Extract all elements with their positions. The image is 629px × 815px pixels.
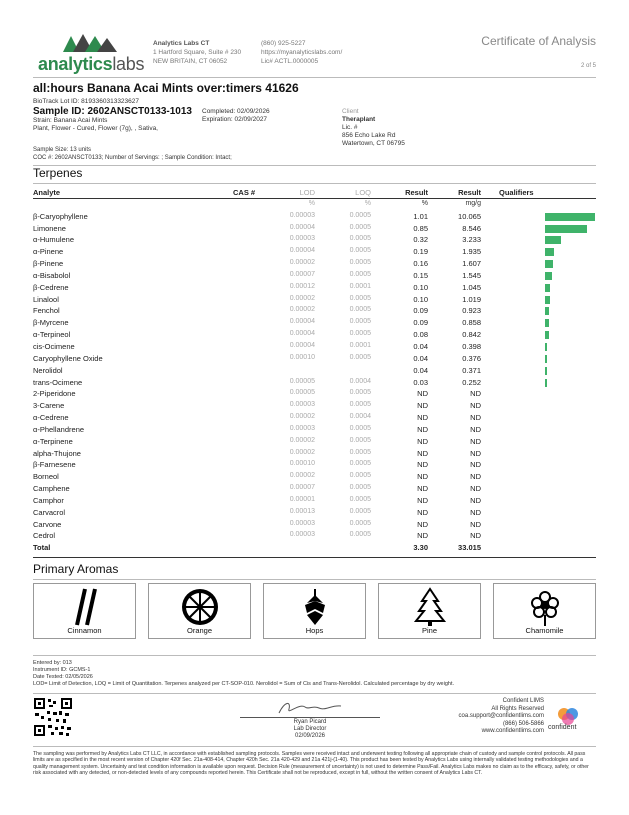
result-mg: ND — [470, 495, 481, 505]
loq-value: 0.0005 — [349, 294, 371, 302]
table-row — [33, 400, 596, 412]
result-mg: ND — [470, 413, 481, 423]
header-result: Result — [405, 188, 428, 197]
loq-value: 0.0005 — [349, 531, 371, 539]
lod-value: 0.00002 — [289, 306, 315, 314]
qualifier-bar — [545, 296, 550, 304]
unit-result-mg: mg/g — [465, 199, 481, 207]
lab-address-2: NEW BRITAIN, CT 06052 — [153, 58, 228, 65]
qualifier-bar — [545, 225, 587, 233]
lod-value: 0.00003 — [289, 531, 315, 539]
lod-value: 0.00002 — [289, 413, 315, 421]
sample-dates — [202, 108, 270, 124]
lod-value: 0.00010 — [289, 460, 315, 468]
lod-value: 0.00004 — [289, 330, 315, 338]
strain: Strain: Banana Acai Mints — [33, 117, 108, 124]
qualifier-bar — [545, 331, 549, 339]
terpenes-top-divider — [33, 165, 596, 166]
terpenes-title: Terpenes — [33, 166, 83, 180]
result-mg: ND — [470, 401, 481, 411]
table-row — [33, 258, 596, 270]
result-pct: ND — [417, 460, 428, 470]
aroma-label: Chamomile — [525, 626, 564, 635]
lod-value: 0.00004 — [289, 341, 315, 349]
lod-value: 0.00002 — [289, 259, 315, 267]
lab-license: Lic# ACTL.0000005 — [261, 58, 319, 65]
loq-value: 0.0005 — [349, 424, 371, 432]
result-mg: ND — [470, 424, 481, 434]
sample-size-block — [33, 146, 232, 162]
instrument-id: Instrument ID: GCMS-1 — [33, 667, 91, 673]
biotrack-lot-id: BioTrack Lot ID: 8193360313323627 — [33, 98, 140, 105]
lod-value: 0.00004 — [289, 223, 315, 231]
result-pct: ND — [417, 413, 428, 423]
result-pct: 0.09 — [413, 306, 428, 316]
terpenes-table — [33, 187, 596, 554]
aroma-label: Orange — [186, 626, 213, 635]
loq-value: 0.0005 — [349, 460, 371, 468]
client-address-2: Watertown, CT 06795 — [342, 140, 405, 147]
aroma-cinnamon — [33, 583, 136, 639]
hops-icon — [295, 587, 335, 627]
aroma-orange — [148, 583, 251, 639]
client-address-1: 856 Echo Lake Rd — [342, 132, 396, 139]
lod-value: 0.00003 — [289, 401, 315, 409]
qualifier-bar — [545, 355, 547, 363]
loq-value: 0.0001 — [349, 282, 371, 290]
result-pct: ND — [417, 507, 428, 517]
lod-value: 0.00002 — [289, 294, 315, 302]
qr-code-icon[interactable] — [33, 697, 73, 737]
result-pct: ND — [417, 472, 428, 482]
analyte-name: Linalool — [33, 294, 59, 304]
loq-value: 0.0005 — [349, 306, 371, 314]
result-mg: 0.398 — [462, 341, 481, 351]
terpenes-title-divider — [33, 183, 596, 184]
lims-rights: All Rights Reserved — [491, 705, 544, 712]
table-row — [33, 519, 596, 531]
footer-divider — [33, 746, 596, 747]
analyte-name: Carvone — [33, 519, 62, 529]
logo-primary: analytics — [38, 54, 113, 74]
table-row — [33, 246, 596, 258]
header-lod: LOD — [299, 188, 315, 197]
analyte-name: 3-Carene — [33, 401, 65, 411]
aroma-hops — [263, 583, 366, 639]
lod-value: 0.00002 — [289, 472, 315, 480]
table-row — [33, 282, 596, 294]
loq-value: 0.0004 — [349, 377, 371, 385]
table-row — [33, 294, 596, 306]
result-mg: ND — [470, 507, 481, 517]
completed-date: Completed: 02/09/2026 — [202, 108, 270, 115]
analyte-name: Borneol — [33, 472, 59, 482]
analyte-name: β-Pinene — [33, 259, 64, 269]
result-pct: ND — [417, 495, 428, 505]
sample-details — [33, 117, 158, 133]
header-cas: CAS # — [233, 188, 256, 197]
loq-value: 0.0005 — [349, 235, 371, 243]
result-pct: ND — [417, 448, 428, 458]
signature-date: 02/09/2026 — [294, 733, 326, 739]
pine-icon — [410, 587, 450, 627]
lab-info — [153, 39, 241, 66]
loq-value: 0.0005 — [349, 247, 371, 255]
lod-value: 0.00003 — [289, 235, 315, 243]
qualifier-bar — [545, 284, 550, 292]
table-row — [33, 365, 596, 377]
table-row — [33, 448, 596, 460]
result-mg: 8.546 — [462, 223, 481, 233]
page-header — [33, 30, 596, 75]
table-row — [33, 507, 596, 519]
signer-info — [240, 719, 380, 740]
lab-website[interactable]: https://myanalyticslabs.com/ — [261, 49, 343, 56]
result-pct: 0.10 — [413, 294, 428, 304]
loq-value: 0.0005 — [349, 259, 371, 267]
table-row — [33, 317, 596, 329]
result-mg: ND — [470, 519, 481, 529]
analyte-name: alpha-Thujone — [33, 448, 81, 458]
aroma-label: Hops — [305, 626, 324, 635]
lod-value: 0.00007 — [289, 270, 315, 278]
result-mg: 0.842 — [462, 330, 481, 340]
table-row — [33, 305, 596, 317]
expiration-date: Expiration: 02/09/2027 — [202, 116, 268, 123]
loq-value: 0.0005 — [349, 472, 371, 480]
chamomile-icon — [525, 587, 565, 627]
result-pct: ND — [417, 531, 428, 541]
result-pct: 0.32 — [413, 235, 428, 245]
analyte-name: α-Cedrene — [33, 413, 69, 423]
table-row-total — [33, 542, 596, 554]
qualifier-bar — [545, 343, 547, 351]
loq-value: 0.0005 — [349, 448, 371, 456]
result-pct: ND — [417, 424, 428, 434]
result-mg: 0.858 — [462, 318, 481, 328]
qualifier-bar — [545, 379, 547, 387]
table-row — [33, 329, 596, 341]
result-pct: 0.19 — [413, 247, 428, 257]
analyte-name: α-Pinene — [33, 247, 64, 257]
qualifier-bar — [545, 236, 561, 244]
qualifier-bar — [545, 319, 549, 327]
aroma-label: Pine — [421, 626, 437, 635]
table-row — [33, 377, 596, 389]
date-tested: Date Tested: 02/05/2026 — [33, 674, 93, 680]
analyte-name: Nerolidol — [33, 365, 63, 375]
matrix: Plant, Flower - Cured, Flower (7g), , Sativa, — [33, 125, 158, 132]
lab-contact — [261, 39, 342, 66]
lims-phone: (866) 506-5866 — [502, 720, 544, 727]
header-result-mg: Result — [458, 188, 481, 197]
qualifier-bar — [545, 213, 595, 221]
result-mg: 3.233 — [462, 235, 481, 245]
lod-value: 0.00010 — [289, 353, 315, 361]
signer-title: Lab Director — [293, 726, 327, 732]
confident-wordmark: confident — [548, 724, 577, 731]
result-mg: 1.045 — [462, 282, 481, 292]
result-mg: 10.065 — [458, 211, 481, 221]
lod-value: 0.00003 — [289, 211, 315, 219]
analyte-name: trans-Ocimene — [33, 377, 83, 387]
analyte-name: cis-Ocimene — [33, 341, 75, 351]
loq-value: 0.0005 — [349, 330, 371, 338]
signer-name: Ryan Picard — [293, 719, 327, 725]
analyte-name: 2-Piperidone — [33, 389, 76, 399]
loq-value: 0.0005 — [349, 507, 371, 515]
result-pct: 0.03 — [413, 377, 428, 387]
aromas-bottom-divider — [33, 655, 596, 656]
result-pct: ND — [417, 436, 428, 446]
lod-value: 0.00004 — [289, 247, 315, 255]
analyte-name: β-Myrcene — [33, 318, 69, 328]
qualifier-bar — [545, 367, 547, 375]
total-label: Total — [33, 543, 51, 553]
analyte-name: α-Humulene — [33, 235, 75, 245]
table-row — [33, 270, 596, 282]
header-analyte: Analyte — [33, 188, 61, 197]
result-mg: ND — [470, 436, 481, 446]
product-title: all:hours Banana Acai Mints over:timers 41626 — [33, 81, 299, 95]
result-mg: 1.019 — [462, 294, 481, 304]
client-name: Theraplant — [342, 116, 376, 123]
signature-icon — [275, 699, 345, 717]
table-row — [33, 459, 596, 471]
analyte-name: α-Terpinene — [33, 436, 73, 446]
loq-value: 0.0005 — [349, 211, 371, 219]
analyte-name: α-Terpineol — [33, 330, 71, 340]
orange-icon — [180, 587, 220, 627]
result-mg: 1.545 — [462, 270, 481, 280]
analyte-name: Camphene — [33, 484, 70, 494]
aroma-label: Cinnamon — [67, 626, 102, 635]
lod-value: 0.00007 — [289, 484, 315, 492]
result-pct: 0.08 — [413, 330, 428, 340]
result-pct: ND — [417, 389, 428, 399]
header-divider — [33, 77, 596, 78]
analyte-name: α-Bisabolol — [33, 270, 71, 280]
result-pct: 0.16 — [413, 259, 428, 269]
analyte-name: Caryophyllene Oxide — [33, 353, 103, 363]
aroma-chamomile — [493, 583, 596, 639]
table-row — [33, 223, 596, 235]
analyte-name: β-Cedrene — [33, 282, 69, 292]
aroma-pine — [378, 583, 481, 639]
lims-info — [459, 698, 544, 736]
result-pct: ND — [417, 401, 428, 411]
lod-value: 0.00001 — [289, 495, 315, 503]
lab-name: Analytics Labs CT — [153, 40, 210, 47]
table-row — [33, 495, 596, 507]
loq-value: 0.0005 — [349, 495, 371, 503]
test-notes — [33, 660, 454, 688]
lab-phone: (860) 925-5227 — [261, 40, 306, 47]
result-pct: ND — [417, 484, 428, 494]
loq-value: 0.0005 — [349, 519, 371, 527]
cinnamon-icon — [65, 587, 105, 627]
signature-block — [240, 695, 380, 740]
terpenes-bottom-divider — [33, 557, 596, 558]
analyte-name: α-Phellandrene — [33, 424, 85, 434]
result-pct: 0.09 — [413, 318, 428, 328]
header-qualifiers: Qualifiers — [499, 188, 534, 197]
table-body — [33, 211, 596, 543]
lab-address-1: 1 Hartford Square, Suite # 230 — [153, 49, 242, 56]
lims-website[interactable]: www.confidentlims.com — [481, 728, 544, 734]
result-mg: 0.252 — [462, 377, 481, 387]
page-number: 2 of 5 — [580, 63, 596, 69]
loq-value: 0.0005 — [349, 353, 371, 361]
table-row — [33, 341, 596, 353]
total-pct: 3.30 — [413, 543, 428, 553]
unit-loq: % — [364, 199, 371, 207]
result-pct: 0.10 — [413, 282, 428, 292]
lod-value: 0.00005 — [289, 389, 315, 397]
client-info — [342, 108, 405, 148]
loq-value: 0.0005 — [349, 401, 371, 409]
sample-size: Sample Size: 13 units — [33, 147, 92, 153]
result-pct: 0.04 — [413, 353, 428, 363]
lod-value: 0.00012 — [289, 282, 315, 290]
table-row — [33, 424, 596, 436]
sample-id: Sample ID: 2602ANSCT0133-1013 — [33, 106, 192, 117]
table-row — [33, 471, 596, 483]
table-row — [33, 412, 596, 424]
aromas-row — [33, 583, 596, 639]
disclaimer: The sampling was performed by Analytics Labs CT LLC, in accordance with established sampling protocols. Samples were received intact and underwent testing following all appropriate chain of custody and sample control protocols. All pass limits are as specified in the most recent version of Chapter 420f Sec. 21a-408-414, Chapter 420h Sec. 21a 420-429 and 21a 421j-(1-40). This product has been tested by Analytics Labs using internally validated testing methodologies and a quality management system. Uncertainty and test condition information is available upon request. Decision Rule (measurement of uncertainty) is not used to determine Pass/Fail. Analytics Labs makes no claim as to the efficacy, safety, or other risk associated with any detected, or non-detected levels of any compounds reported herein. This Certificate shall not be reproduced, except in full, without the written consent of Analytics Labs CT. — [33, 751, 589, 776]
table-row — [33, 530, 596, 542]
result-mg: ND — [470, 389, 481, 399]
analyte-name: Limonene — [33, 223, 66, 233]
result-pct: 0.85 — [413, 223, 428, 233]
result-mg: 0.376 — [462, 353, 481, 363]
aromas-title-divider — [33, 579, 596, 580]
analyte-name: β-Caryophyllene — [33, 211, 88, 221]
result-mg: ND — [470, 531, 481, 541]
analytics-labs-logo-icon — [63, 32, 125, 54]
table-row — [33, 483, 596, 495]
result-mg: 1.935 — [462, 247, 481, 257]
lod-value: 0.00013 — [289, 507, 315, 515]
client-label: Client — [342, 108, 359, 115]
table-row — [33, 388, 596, 400]
loq-value: 0.0005 — [349, 484, 371, 492]
notes-divider — [33, 693, 596, 694]
unit-result: % — [421, 199, 428, 207]
total-mg: 33.015 — [458, 543, 481, 553]
loq-value: 0.0005 — [349, 318, 371, 326]
entered-by: Entered by: 013 — [33, 660, 72, 666]
unit-lod: % — [308, 199, 315, 207]
result-pct: ND — [417, 519, 428, 529]
result-mg: ND — [470, 472, 481, 482]
table-row — [33, 353, 596, 365]
analyte-name: Carvacrol — [33, 507, 66, 517]
loq-value: 0.0004 — [349, 413, 371, 421]
table-row — [33, 436, 596, 448]
qualifier-bar — [545, 307, 549, 315]
lod-value: 0.00004 — [289, 318, 315, 326]
result-pct: 0.04 — [413, 341, 428, 351]
result-mg: 0.371 — [462, 365, 481, 375]
signature-line — [240, 717, 380, 718]
loq-value: 0.0005 — [349, 389, 371, 397]
aromas-title: Primary Aromas — [33, 562, 119, 576]
lod-value: 0.00002 — [289, 436, 315, 444]
lims-email[interactable]: coa.support@confidentlims.com — [458, 713, 544, 719]
lod-value: 0.00003 — [289, 519, 315, 527]
document-title: Certificate of Analysis — [481, 34, 596, 48]
coc-line: COC #: 2602ANSCT0133; Number of Servings: ; Sample Condition: Intact; — [33, 155, 232, 161]
loq-value: 0.0005 — [349, 223, 371, 231]
table-row — [33, 234, 596, 246]
result-mg: 0.923 — [462, 306, 481, 316]
result-pct: 0.15 — [413, 270, 428, 280]
table-row — [33, 211, 596, 223]
analyte-name: β-Farnesene — [33, 460, 76, 470]
logo-wordmark — [38, 54, 144, 75]
loq-value: 0.0005 — [349, 270, 371, 278]
loq-value: 0.0005 — [349, 436, 371, 444]
qualifier-bar — [545, 260, 553, 268]
lod-note: LOD= Limit of Detection, LOQ = Limit of Quantitation. Terpenes analyzed per CT-SOP-010. Nerolidol = Sum of Cis and Trans-Nerolidol. Calculated percentage by dry weight. — [33, 681, 455, 687]
analyte-name: Camphor — [33, 495, 64, 505]
result-mg: ND — [470, 484, 481, 494]
table-units — [33, 199, 596, 211]
lims-name: Confident LIMS — [502, 698, 544, 704]
lod-value: 0.00003 — [289, 424, 315, 432]
lod-value: 0.00002 — [289, 448, 315, 456]
logo-secondary: labs — [112, 54, 145, 74]
qualifier-bar — [545, 248, 554, 256]
analyte-name: Fenchol — [33, 306, 60, 316]
loq-value: 0.0001 — [349, 341, 371, 349]
client-license: Lic. # — [342, 124, 358, 131]
lod-value: 0.00005 — [289, 377, 315, 385]
result-pct: 1.01 — [413, 211, 428, 221]
result-mg: ND — [470, 460, 481, 470]
analyte-name: Cedrol — [33, 531, 56, 541]
header-loq: LOQ — [355, 188, 371, 197]
result-mg: 1.607 — [462, 259, 481, 269]
result-pct: 0.04 — [413, 365, 428, 375]
result-mg: ND — [470, 448, 481, 458]
qualifier-bar — [545, 272, 552, 280]
